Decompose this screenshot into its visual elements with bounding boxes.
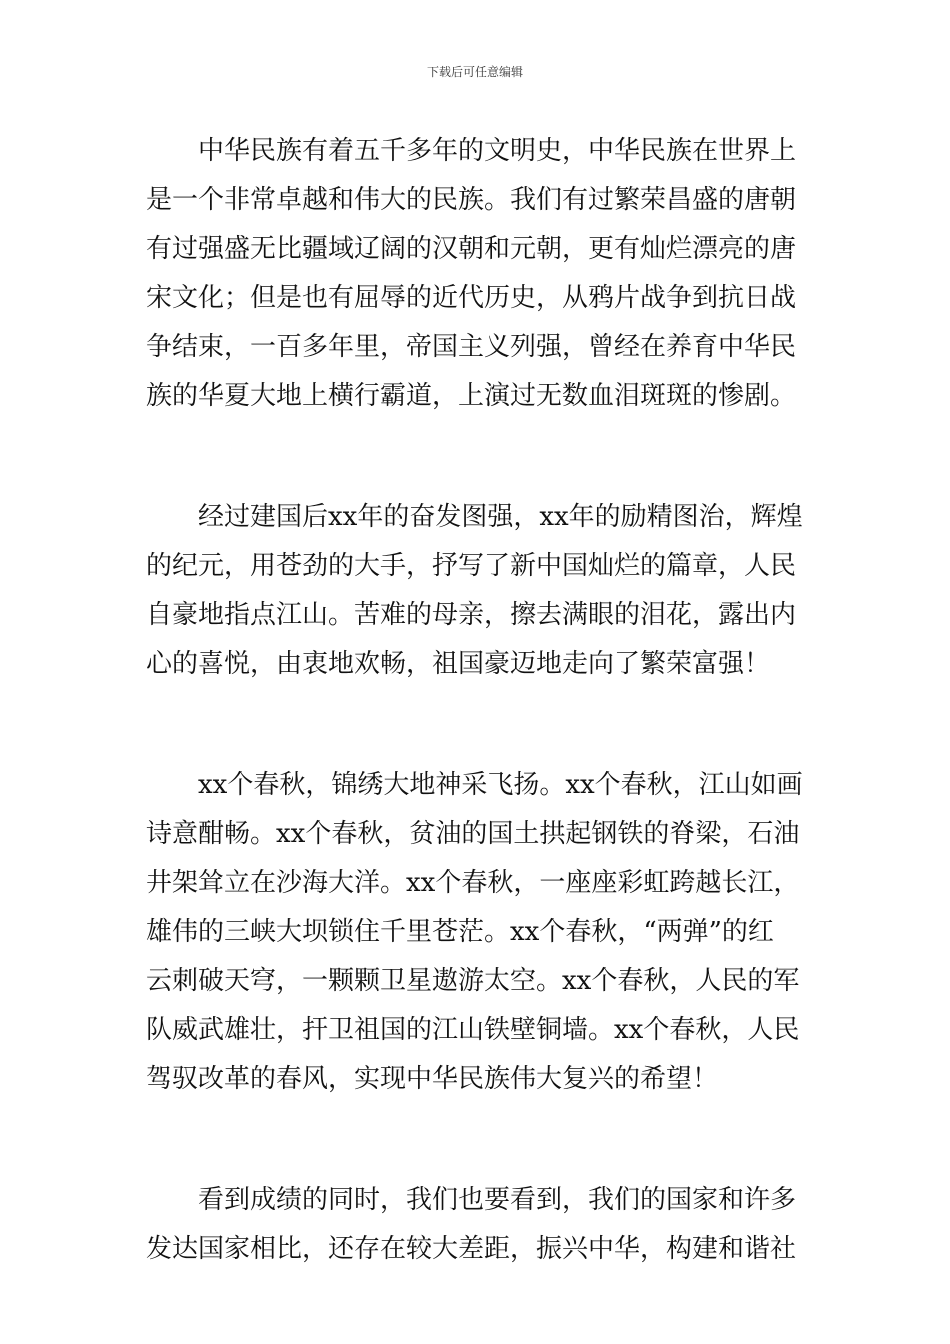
text-line: 心的喜悦，由衷地欢畅，祖国豪迈地走向了繁荣富强！: [146, 649, 771, 679]
document-body: [146, 127, 806, 1274]
paragraph-1: [146, 127, 806, 421]
text-line: 驾驭改革的春风，实现中华民族伟大复兴的希望！: [146, 1064, 719, 1094]
text-line: 自豪地指点江山。苦难的母亲，擦去满眼的泪花，露出内: [146, 600, 797, 630]
text-line: 争结束，一百多年里，帝国主义列强，曾经在养育中华民: [146, 332, 797, 362]
text-line: 的纪元，用苍劲的大手，抒写了新中国灿烂的篇章，人民: [146, 551, 797, 581]
text-line: 雄伟的三峡大坝锁住千里苍茫。xx个春秋，“两弹”的红: [146, 917, 774, 947]
text-line: 是一个非常卓越和伟大的民族。我们有过繁荣昌盛的唐朝: [146, 185, 797, 215]
text-line: 族的华夏大地上横行霸道，上演过无数血泪斑斑的惨剧。: [146, 381, 797, 411]
text-line: 井架耸立在沙海大洋。xx个春秋，一座座彩虹跨越长江，: [146, 868, 800, 898]
paragraph-spacer: [146, 1104, 806, 1176]
text-line: 发达国家相比，还存在较大差距，振兴中华，构建和谐社: [146, 1234, 797, 1264]
text-line: 看到成绩的同时，我们也要看到，我们的国家和许多: [146, 1185, 797, 1215]
paragraph-3: [146, 761, 806, 1104]
text-line: 云刺破天穹，一颗颗卫星遨游太空。xx个春秋，人民的军: [146, 966, 800, 996]
text-line: 宋文化；但是也有屈辱的近代历史，从鸦片战争到抗日战: [146, 283, 797, 313]
text-line: 有过强盛无比疆域辽阔的汉朝和元朝，更有灿烂漂亮的唐: [146, 234, 797, 264]
text-line: xx个春秋，锦绣大地神采飞扬。xx个春秋，江山如画: [146, 770, 803, 800]
page-header: 下载后可任意编辑: [426, 65, 523, 79]
text-line: 经过建国后xx年的奋发图强，xx年的励精图治，辉煌: [146, 502, 803, 532]
paragraph-2: [146, 493, 806, 689]
text-line: 中华民族有着五千多年的文明史，中华民族在世界上: [146, 136, 797, 166]
text-line: 队威武雄壮，扞卫祖国的江山铁壁铜墙。xx个春秋，人民: [146, 1015, 800, 1045]
text-line: 诗意酣畅。xx个春秋，贫油的国土拱起钢铁的脊梁，石油: [146, 819, 800, 849]
paragraph-4: [146, 1176, 806, 1274]
paragraph-spacer: [146, 689, 806, 761]
paragraph-spacer: [146, 421, 806, 493]
